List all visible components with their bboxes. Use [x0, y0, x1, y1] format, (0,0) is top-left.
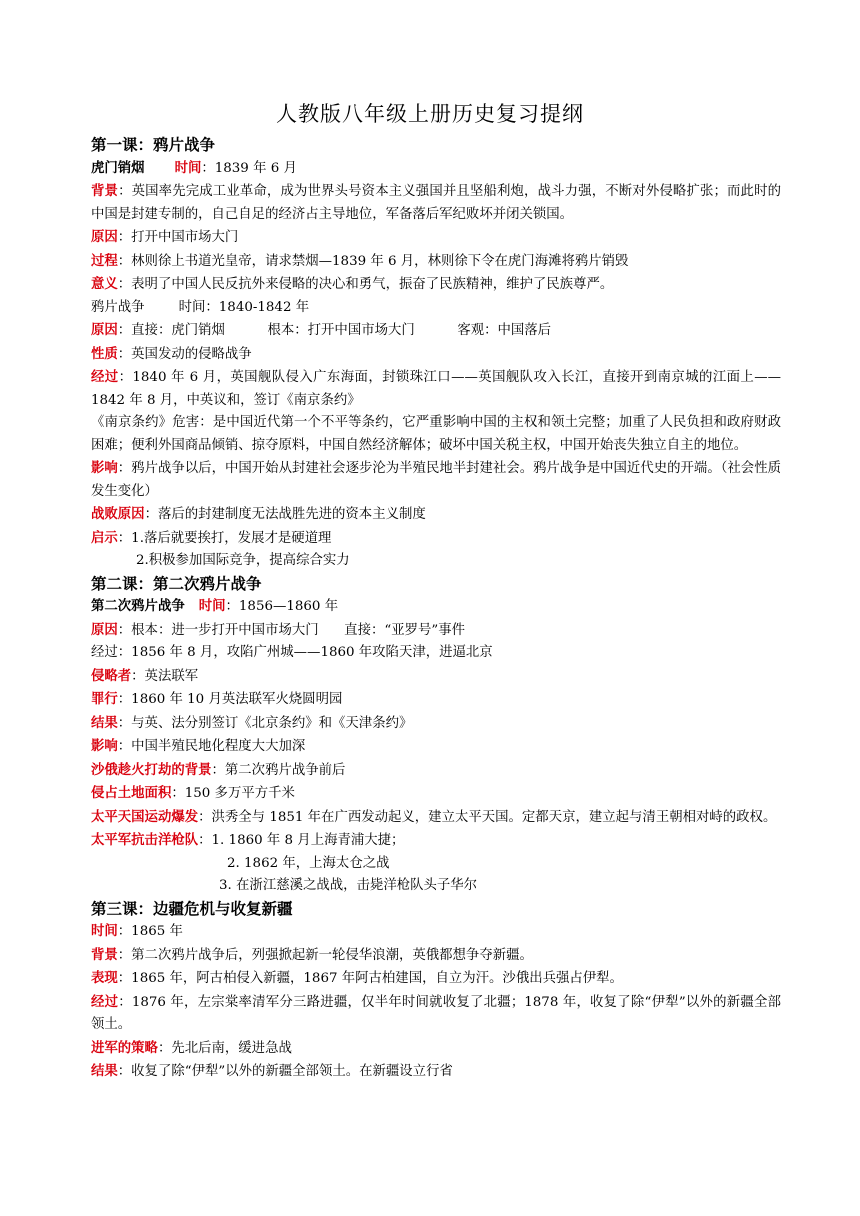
l3-show-text: ：1865 年，阿古柏侵入新疆，1867 年阿古柏建国，自立为汗。沙俄出兵强占伊犁。: [117, 971, 623, 986]
war-cause-label: 原因: [91, 322, 118, 338]
l3-time-value: ：1865 年: [117, 924, 183, 939]
l3-time: [91, 920, 781, 944]
l2-time-value: ：1856—1860 年: [225, 599, 339, 614]
l3-process-label: 经过: [91, 993, 119, 1010]
l3-result-label: 结果: [91, 1063, 118, 1079]
l3-result-text: ：收复了除“伊犁”以外的新疆全部领土。在新疆设立行省: [117, 1064, 453, 1079]
war-cause: [91, 319, 781, 343]
l1-process: [91, 250, 781, 274]
l2-time-label: 时间: [198, 598, 226, 614]
l2-resist-3: 3. 在浙江慈溪之战战，击毙洋枪队头子华尔: [219, 878, 478, 893]
l3-show: [91, 967, 781, 991]
l2-result-text: ：与英、法分别签订《北京条约》和《天津条约》: [117, 715, 413, 731]
lesson-1-heading: 第一课：鸦片战争: [91, 135, 216, 154]
l2-russia-label: 沙俄趁火打劫的背景: [91, 761, 212, 778]
insight-label: 启示: [91, 529, 118, 546]
lesson-3-heading: 第三课：边疆危机与收复新疆: [91, 898, 293, 918]
l2-land-label: 侵占土地面积: [91, 785, 172, 801]
l1-process-label: 过程: [91, 252, 118, 269]
l2-invader: [91, 665, 781, 689]
document-body: [91, 134, 781, 1084]
l2-land-text: ：150 多万平方千米: [171, 786, 295, 801]
hm-line: [91, 157, 781, 181]
l3-bg-text: ：第二次鸦片战争后，列强掀起新一轮侵华浪潮，英俄都想争夺新疆。: [117, 947, 533, 963]
l2-crime-text: ：1860 年 10 月英法联军火烧圆明园: [117, 692, 343, 707]
defeat-text: ：落后的封建制度无法战胜先进的资本主义制度: [144, 507, 426, 522]
lesson-insight: [91, 527, 781, 551]
l2-russia-text: ：第二次鸦片战争前后: [211, 762, 346, 778]
war-process-label: 经过: [91, 369, 119, 385]
hm-time-label: 时间: [174, 159, 202, 176]
l2-impact-label: 影响: [91, 738, 118, 754]
l2-process: 经过：1856 年 8 月，攻陷广州城——1860 年攻陷天津，进逼北京: [91, 645, 493, 660]
war-process: [91, 366, 781, 412]
l2-war-title: 第二次鸦片战争: [91, 598, 185, 614]
war-cause-text: ：直接：虎门销烟 根本：打开中国市场大门 客观：中国落后: [117, 323, 552, 338]
l2-invader-text: ：英法联军: [131, 668, 199, 684]
war-time-line: 鸦片战争 时间：1840-1842 年: [91, 299, 310, 315]
l2-taiping: [91, 806, 781, 830]
l2-cause: [91, 619, 781, 643]
l2-cause-label: 原因: [91, 621, 118, 638]
l2-resist-2: 2. 1862 年，上海太仓之战: [227, 855, 390, 871]
l2-taiping-text: ：洪秀全与 1851 年在广西发动起义，建立太平天国。定都天京，建立起与清王朝相对峙的政权。: [198, 809, 777, 825]
document-title: 人教版八年级上册历史复习提纲: [276, 102, 584, 126]
insight-text-1: ：1.落后就要挨打，发展才是硬道理: [117, 530, 332, 546]
l2-resist: [91, 829, 781, 853]
l1-bg-label: 背景: [91, 183, 119, 199]
l2-invader-label: 侵略者: [91, 667, 132, 684]
l3-bg-label: 背景: [91, 946, 118, 963]
hm-time-value: ：1839 年 6 月: [201, 160, 297, 176]
l3-process: [91, 991, 781, 1037]
l2-crime-label: 罪行: [91, 691, 118, 707]
l3-background: [91, 944, 781, 968]
war-impact: [91, 457, 781, 503]
l2-crime: [91, 688, 781, 712]
defeat-reason: [91, 503, 781, 527]
l2-result: [91, 712, 781, 736]
lesson-2-heading: 第二课：第二次鸦片战争: [91, 573, 262, 593]
treaty-harm: 《南京条约》危害：是中国近代第一个不平等条约，它严重影响中国的主权和领土完整；加重了人民负担和政府财政困难；便利外国商品倾销、掠夺原料，中国自然经济解体；破坏中国关税主权，中国开始丧失独立自主的地位。: [91, 415, 781, 453]
l1-meaning-label: 意义: [91, 276, 118, 292]
l2-impact: [91, 735, 781, 759]
l1-cause: [91, 226, 781, 250]
war-process-text: ：1840 年 6 月，英国舰队侵入广东海面，封锁珠江口——英国舰队攻入长江，直接开到南京城的江面上——1842 年 8 月，中英议和，签订《南京条约》: [91, 370, 781, 408]
war-impact-label: 影响: [91, 460, 118, 476]
l1-cause-text: ：打开中国市场大门: [117, 230, 239, 245]
l2-resist-label: 太平军抗击洋枪队: [91, 832, 199, 848]
l3-strategy: [91, 1037, 781, 1061]
l3-show-label: 表现: [91, 970, 118, 986]
l2-war-line: [91, 595, 781, 619]
l2-impact-text: ：中国半殖民地化程度大大加深: [117, 739, 306, 754]
l2-cause-text: ：根本：进一步打开中国市场大门 直接：“亚罗号”事件: [117, 622, 465, 638]
war-impact-text: ：鸦片战争以后，中国开始从封建社会逐步沦为半殖民地半封建社会。鸦片战争是中国近代史的开端。（社会性质发生变化）: [91, 461, 781, 499]
l1-background: [91, 180, 781, 226]
l3-result: [91, 1060, 781, 1084]
l3-strategy-label: 进军的策略: [91, 1039, 158, 1056]
war-nature: [91, 343, 781, 367]
l1-process-text: ：林则徐上书道光皇帝，请求禁烟—1839 年 6 月，林则徐下令在虎门海滩将鸦片销毁: [117, 253, 629, 269]
insight-text-2: 2.积极参加国际竞争，提高综合实力: [136, 553, 350, 568]
l2-result-label: 结果: [91, 714, 118, 731]
l2-russia: [91, 759, 781, 783]
l3-time-label: 时间: [91, 923, 118, 939]
l2-taiping-label: 太平天国运动爆发: [91, 808, 199, 825]
l3-strategy-text: ：先北后南，缓进急战: [157, 1040, 292, 1056]
l2-land: [91, 782, 781, 806]
l1-meaning-text: ：表明了中国人民反抗外来侵略的决心和勇气，振奋了民族精神，维护了民族尊严。: [117, 277, 614, 292]
l3-process-text: ：1876 年，左宗棠率清军分三路进疆，仅半年时间就收复了北疆；1878 年，收复了除“伊犁”以外的新疆全部领土。: [91, 994, 782, 1032]
l1-cause-label: 原因: [91, 229, 118, 245]
l1-meaning: [91, 273, 781, 297]
hm-title: 虎门销烟: [91, 159, 145, 176]
l1-bg-text: ：英国率先完成工业革命，成为世界头号资本主义强国并且坚船利炮，战斗力强，不断对外侵略扩张；而此时的中国是封建专制的，自己自足的经济占主导地位，军备落后军纪败坏并闭关锁国。: [91, 184, 782, 222]
l2-resist-1: ：1. 1860 年 8 月上海青浦大捷；: [198, 833, 405, 848]
defeat-label: 战败原因: [91, 506, 145, 522]
war-nature-text: ：英国发动的侵略战争: [117, 346, 252, 362]
war-nature-label: 性质: [91, 345, 118, 362]
